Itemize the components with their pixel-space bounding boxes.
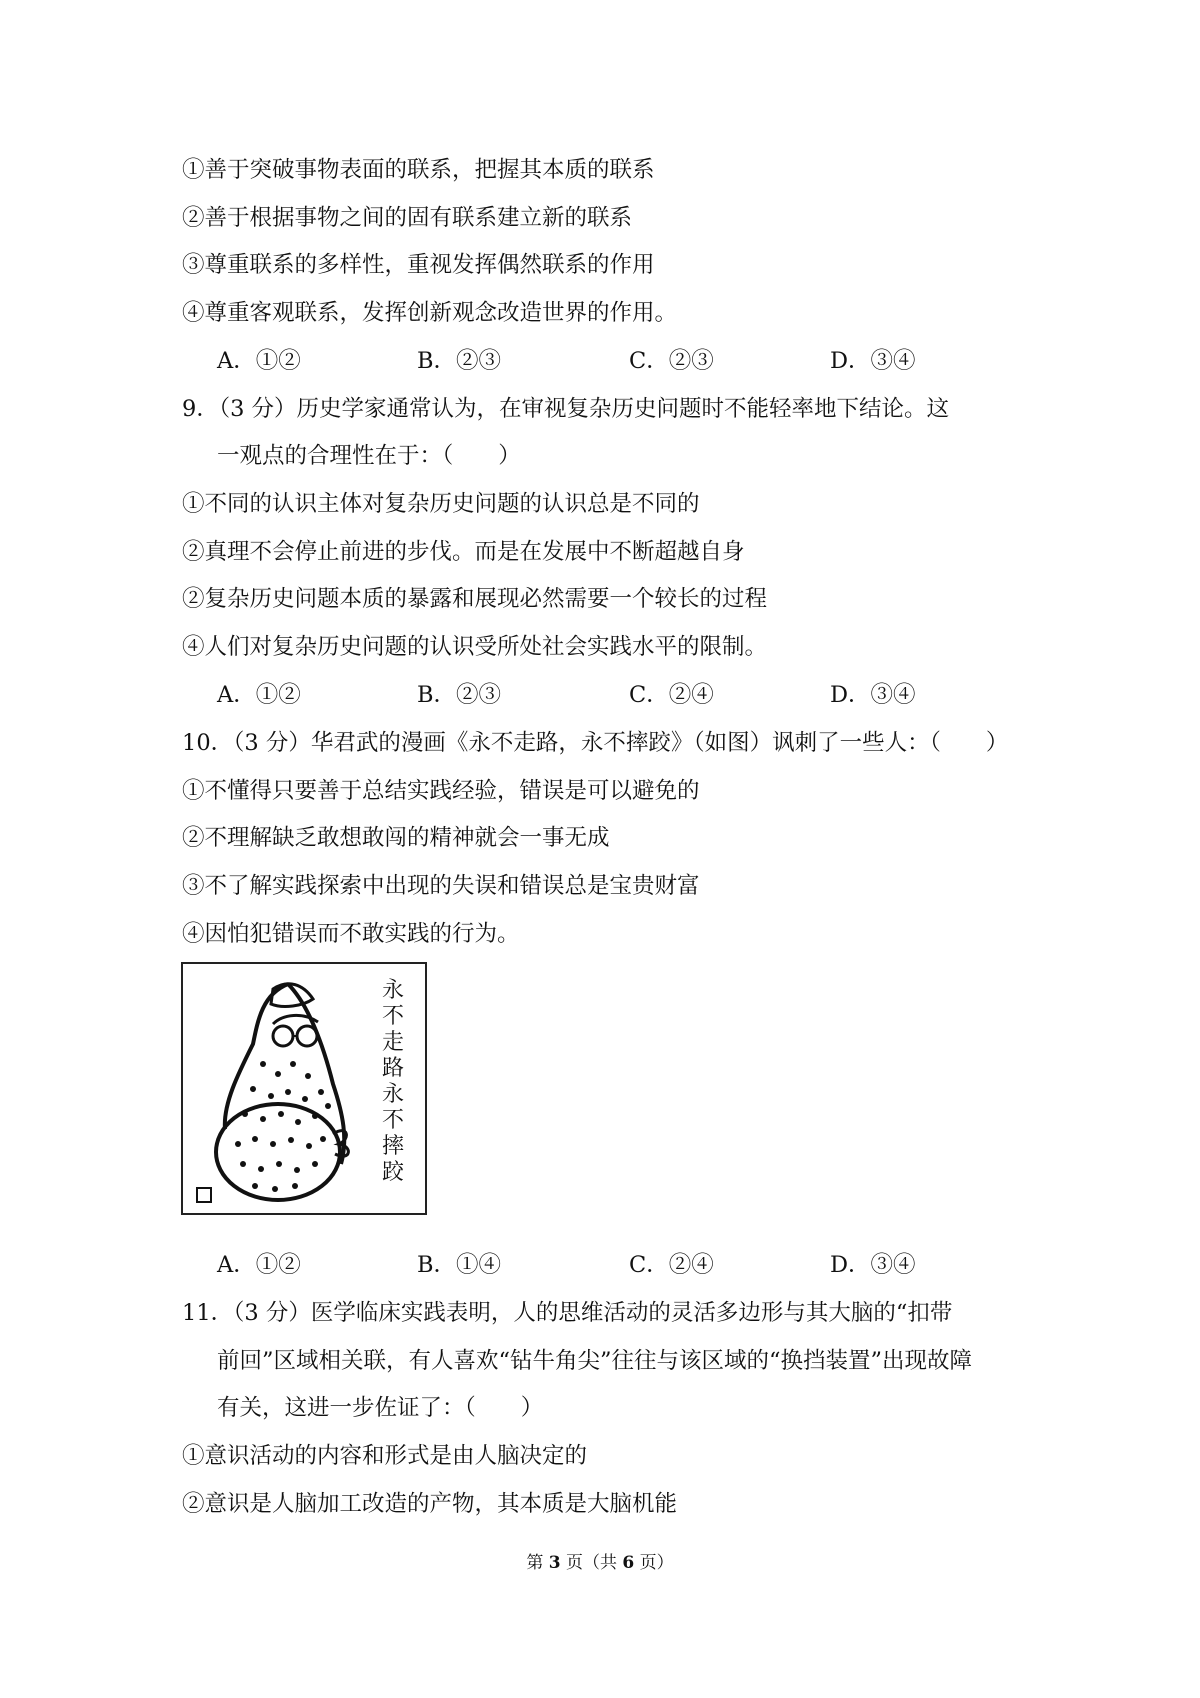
q9-stem-line-2: 一观点的合理性在于：（ ） xyxy=(217,443,521,469)
q10-option-a: A．①② xyxy=(217,1252,301,1278)
caption-glyph: 走 xyxy=(381,1030,404,1055)
q8-option-b: B．②③ xyxy=(417,348,502,374)
q10-item-2: ②不理解缺乏敢想敢闯的精神就会一事无成 xyxy=(182,825,610,851)
q11-item-2: ②意识是人脑加工改造的产物，其本质是大脑机能 xyxy=(182,1491,678,1517)
caption-glyph: 永 xyxy=(381,978,404,1003)
q10-option-b: B．①④ xyxy=(417,1252,502,1278)
q8-option-c: C．②③ xyxy=(629,348,714,374)
q8-options xyxy=(217,346,977,376)
q8-item-4: ④尊重客观联系，发挥创新观念改造世界的作用。 xyxy=(182,300,678,326)
q11-stem-line-3: 有关，这进一步佐证了：（ ） xyxy=(217,1395,544,1421)
q9-item-2: ②真理不会停止前进的步伐。而是在发展中不断超越自身 xyxy=(182,539,745,565)
q11-item-1: ①意识活动的内容和形式是由人脑决定的 xyxy=(182,1443,588,1469)
q9-item-3: ②复杂历史问题本质的暴露和展现必然需要一个较长的过程 xyxy=(182,586,768,612)
q10-stem: 10．（3 分）华君武的漫画《永不走路，永不摔跤》（如图）讽刺了一些人：（ ） xyxy=(182,730,1009,756)
q8-option-d: D．③④ xyxy=(830,348,916,374)
page-footer xyxy=(0,1551,1200,1575)
footer-prefix: 第 xyxy=(526,1553,549,1573)
q8-item-3: ③尊重联系的多样性，重视发挥偶然联系的作用 xyxy=(182,252,655,278)
footer-total-pages: 6 xyxy=(622,1553,635,1573)
caption-glyph: 摔 xyxy=(381,1134,404,1159)
footer-page-number: 3 xyxy=(548,1553,561,1573)
footer-suffix: 页） xyxy=(634,1553,674,1573)
q10-option-d: D．③④ xyxy=(830,1252,916,1278)
q10-item-3: ③不了解实践探索中出现的失误和错误总是宝贵财富 xyxy=(182,873,700,899)
q10-item-1: ①不懂得只要善于总结实践经验，错误是可以避免的 xyxy=(182,778,700,804)
caption-glyph: 不 xyxy=(381,1108,404,1133)
q9-option-c: C．②④ xyxy=(629,682,714,708)
q8-item-1: ①善于突破事物表面的联系，把握其本质的联系 xyxy=(182,157,655,183)
q10-option-c: C．②④ xyxy=(629,1252,714,1278)
q9-option-d: D．③④ xyxy=(830,682,916,708)
caption-glyph: 永 xyxy=(381,1082,404,1107)
caption-glyph: 不 xyxy=(381,1004,404,1029)
caption-glyph: 路 xyxy=(381,1056,404,1081)
q10-item-4: ④因怕犯错误而不敢实践的行为。 xyxy=(182,921,520,947)
cartoon-image xyxy=(181,962,427,1215)
q9-stem-line-1: 9．（3 分）历史学家通常认为，在审视复杂历史问题时不能轻率地下结论。这 xyxy=(182,396,950,422)
q9-options xyxy=(217,680,977,710)
q9-option-b: B．②③ xyxy=(417,682,502,708)
cartoon-caption xyxy=(363,978,423,1186)
caption-glyph: 跤 xyxy=(381,1160,404,1185)
q11-stem-line-1: 11．（3 分）医学临床实践表明，人的思维活动的灵活多边形与其大脑的“扣带 xyxy=(182,1300,953,1326)
q8-item-2: ②善于根据事物之间的固有联系建立新的联系 xyxy=(182,205,633,231)
footer-middle: 页（共 xyxy=(560,1553,623,1573)
q11-stem-line-2: 前回”区域相关联，有人喜欢“钻牛角尖”往往与该区域的“换挡装置”出现故障 xyxy=(217,1348,973,1374)
q10-options xyxy=(217,1250,977,1280)
q8-option-a: A．①② xyxy=(217,348,301,374)
q9-item-1: ①不同的认识主体对复杂历史问题的认识总是不同的 xyxy=(182,491,700,517)
q9-item-4: ④人们对复杂历史问题的认识受所处社会实践水平的限制。 xyxy=(182,634,768,660)
q9-option-a: A．①② xyxy=(217,682,301,708)
